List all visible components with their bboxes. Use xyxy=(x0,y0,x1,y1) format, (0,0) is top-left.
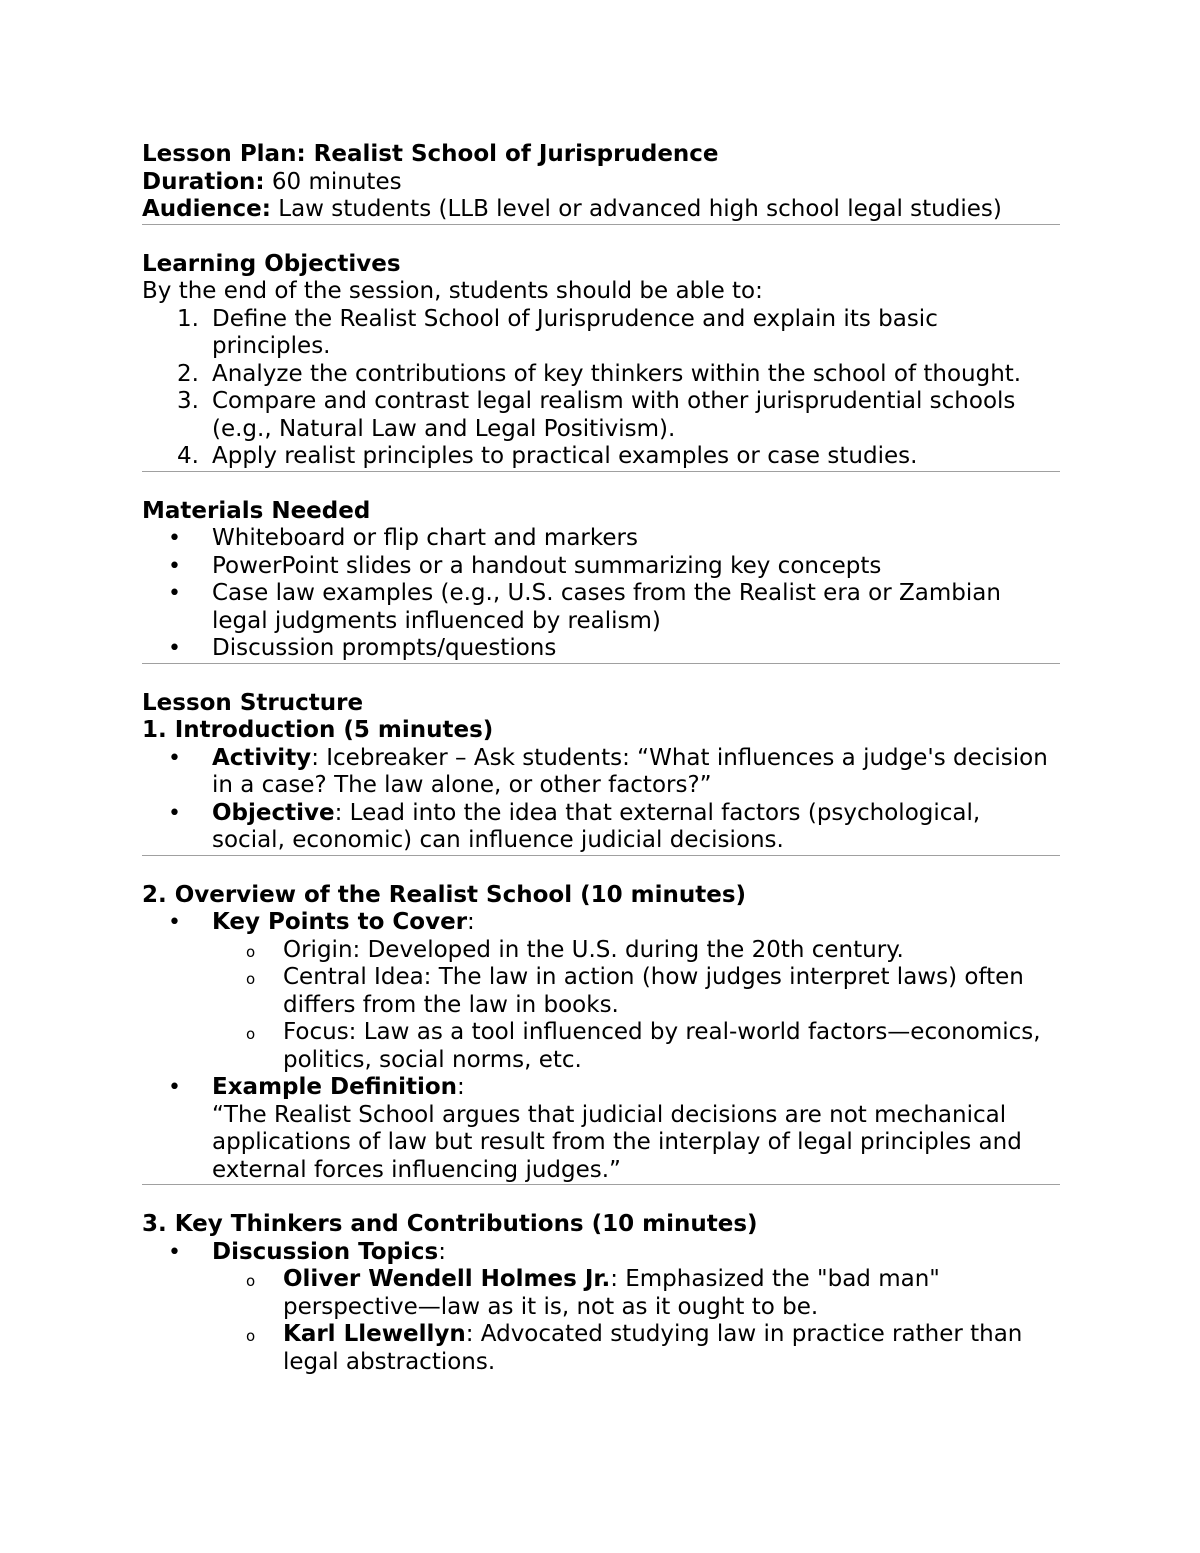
objective-item: 4. Apply realist principles to practical examples or case studies. xyxy=(142,443,1060,471)
bullet-icon: • xyxy=(168,581,181,606)
bullet-icon: • xyxy=(168,745,181,771)
topics-label: Discussion Topics xyxy=(212,1238,439,1265)
document-title: Lesson Plan: Realist School of Jurisprudence xyxy=(142,141,719,167)
objective-label: Objective xyxy=(212,799,335,826)
bullet-icon: • xyxy=(168,636,181,661)
bullet-icon: • xyxy=(168,526,181,551)
material-item: • Discussion prompts/questions xyxy=(168,635,557,661)
audience-value: Law students (LLB level or advanced high school legal studies) xyxy=(270,196,1002,222)
list-number: 2. xyxy=(177,360,199,387)
thinker-name: Oliver Wendell Holmes Jr. xyxy=(283,1266,611,1292)
definition-item: • Example Definition: “The Realist School argues that judicial decisions are not mechanical applications of law but result from the interplay of legal principles and external forces influencing judges.” xyxy=(168,1074,1022,1183)
list-number: 4. xyxy=(177,443,199,469)
list-number: 3. xyxy=(177,388,199,414)
thinker-text: : Emphasized the "bad man" perspective—law as it is, not as it ought to be. xyxy=(283,1266,940,1320)
bullet-icon: • xyxy=(168,1239,181,1265)
definition-quote: “The Realist School argues that judicial decisions are not mechanical applications of law but result from the interplay of legal principles and external forces influencing judges.” xyxy=(212,1101,1022,1183)
objective-item: 1. Define the Realist School of Jurisprudence and explain its basic principles. xyxy=(142,306,1060,361)
bullet-icon: • xyxy=(168,553,181,579)
topics-item: • Discussion Topics: xyxy=(168,1238,446,1265)
keypoints-label: Key Points to Cover xyxy=(212,909,468,935)
sub-list-item: o Origin: Developed in the U.S. during the 20th century. xyxy=(142,937,1060,965)
definition-label: Example Definition xyxy=(212,1074,458,1100)
overview-heading: 2. Overview of the Realist School (10 minutes) xyxy=(142,881,747,908)
list-number: 1. xyxy=(177,305,199,332)
objective-text: : Lead into the idea that external factors (psychological, social, economic) can influence judicial decisions. xyxy=(212,799,981,853)
material-item: • PowerPoint slides or a handout summarizing key concepts xyxy=(168,552,882,579)
audience-line xyxy=(142,196,1060,224)
bullet-icon: • xyxy=(168,800,181,826)
material-item: • Whiteboard or flip chart and markers xyxy=(168,525,638,551)
activity-label: Activity xyxy=(212,744,312,771)
activity-text: : Icebreaker – Ask students: “What influences a judge's decision in a case? The law alone, or other factors?” xyxy=(212,744,1048,798)
duration-value: 60 minutes xyxy=(264,168,402,195)
document-body xyxy=(142,141,1060,1376)
materials-heading: Materials Needed xyxy=(142,497,371,524)
keypoints-item: • Key Points to Cover: xyxy=(168,909,475,935)
thinker-item xyxy=(142,1321,1060,1376)
thinker-item xyxy=(142,1266,1060,1321)
intro-heading: 1. Introduction (5 minutes) xyxy=(142,717,494,743)
circle-bullet-icon: o xyxy=(246,1327,256,1345)
duration-label: Duration: xyxy=(142,168,265,195)
duration-line xyxy=(142,169,1060,197)
circle-bullet-icon: o xyxy=(246,942,256,961)
circle-bullet-icon: o xyxy=(246,1272,256,1290)
thinker-name: Karl Llewellyn xyxy=(283,1321,466,1347)
bullet-icon: • xyxy=(168,910,181,935)
thinker-text: : Advocated studying law in practice rather than legal abstractions. xyxy=(283,1321,1023,1375)
sub-list-item: o Focus: Law as a tool influenced by real-world factors—economics, politics, social norms, etc. xyxy=(246,1019,1041,1073)
activity-item xyxy=(142,745,1060,800)
circle-bullet-icon: o xyxy=(246,970,256,988)
structure-heading: Lesson Structure xyxy=(142,689,364,716)
objective-note-item xyxy=(142,800,1060,855)
objective-item: 2. Analyze the contributions of key thinkers within the school of thought. xyxy=(142,361,1060,389)
sub-list-item: o Central Idea: The law in action (how judges interpret laws) often differs from the law in books. xyxy=(246,964,1024,1018)
objectives-intro: By the end of the session, students should be able to: xyxy=(142,278,763,304)
thinkers-heading: 3. Key Thinkers and Contributions (10 minutes) xyxy=(142,1211,758,1237)
bullet-icon: • xyxy=(168,1075,181,1100)
objective-item: 3. Compare and contrast legal realism with other jurisprudential schools (e.g., Natural Law and Legal Positivism). xyxy=(142,388,1060,443)
audience-label: Audience: xyxy=(142,196,271,222)
objectives-heading: Learning Objectives xyxy=(142,250,401,277)
material-item: • Case law examples (e.g., U.S. cases from the Realist era or Zambian legal judgments influenced by realism) xyxy=(168,580,1001,634)
circle-bullet-icon: o xyxy=(246,1025,256,1043)
